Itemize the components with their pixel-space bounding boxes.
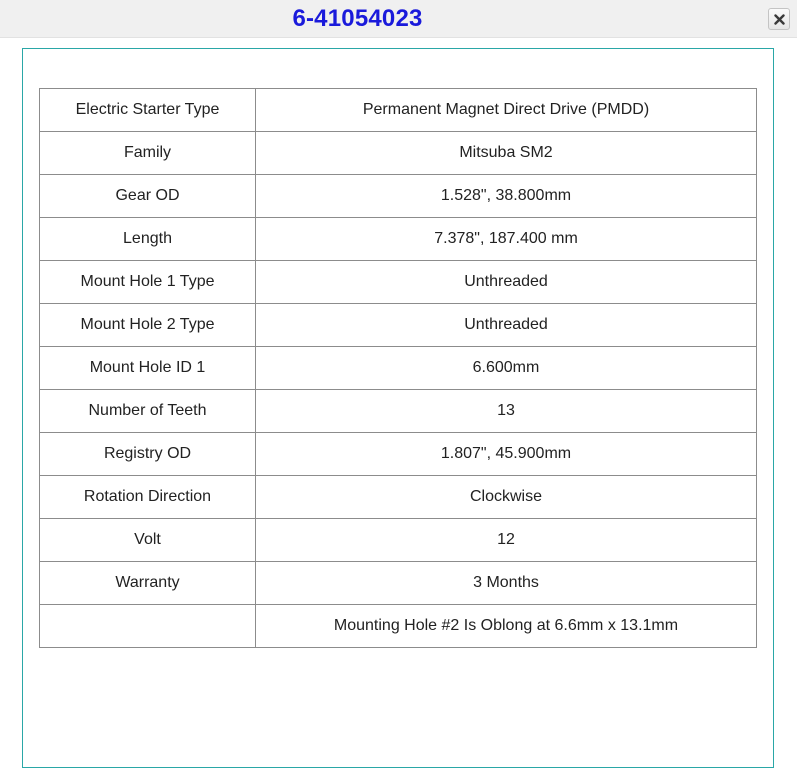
spec-label xyxy=(40,605,256,648)
table-row xyxy=(40,476,757,519)
table-row xyxy=(40,218,757,261)
spec-label: Gear OD xyxy=(40,175,256,218)
spec-value: 12 xyxy=(256,519,757,562)
table-row xyxy=(40,304,757,347)
spec-value: Clockwise xyxy=(256,476,757,519)
table-row xyxy=(40,89,757,132)
spec-value: Permanent Magnet Direct Drive (PMDD) xyxy=(256,89,757,132)
table-row xyxy=(40,433,757,476)
dialog-titlebar xyxy=(0,0,797,38)
spec-value: 3 Months xyxy=(256,562,757,605)
spec-label: Registry OD xyxy=(40,433,256,476)
table-row xyxy=(40,132,757,175)
spec-label: Length xyxy=(40,218,256,261)
spec-label: Mount Hole 2 Type xyxy=(40,304,256,347)
spec-label: Volt xyxy=(40,519,256,562)
spec-value: Mounting Hole #2 Is Oblong at 6.6mm x 13.1mm xyxy=(256,605,757,648)
spec-label: Electric Starter Type xyxy=(40,89,256,132)
close-icon xyxy=(774,14,785,25)
specifications-table xyxy=(39,88,757,648)
spec-value: 1.807", 45.900mm xyxy=(256,433,757,476)
table-row xyxy=(40,347,757,390)
spec-label: Mount Hole 1 Type xyxy=(40,261,256,304)
close-button[interactable] xyxy=(768,8,790,30)
spec-value: Mitsuba SM2 xyxy=(256,132,757,175)
table-row xyxy=(40,390,757,433)
dialog-title: 6-41054023 xyxy=(292,5,423,32)
spec-label: Mount Hole ID 1 xyxy=(40,347,256,390)
spec-value: 7.378", 187.400 mm xyxy=(256,218,757,261)
spec-value: Unthreaded xyxy=(256,261,757,304)
table-row xyxy=(40,519,757,562)
spec-label: Warranty xyxy=(40,562,256,605)
spec-value: 6.600mm xyxy=(256,347,757,390)
spec-value: 13 xyxy=(256,390,757,433)
spec-label: Number of Teeth xyxy=(40,390,256,433)
spec-value: Unthreaded xyxy=(256,304,757,347)
table-row xyxy=(40,562,757,605)
table-row xyxy=(40,605,757,648)
table-row xyxy=(40,261,757,304)
spec-value: 1.528", 38.800mm xyxy=(256,175,757,218)
spec-label: Rotation Direction xyxy=(40,476,256,519)
table-row xyxy=(40,175,757,218)
spec-label: Family xyxy=(40,132,256,175)
